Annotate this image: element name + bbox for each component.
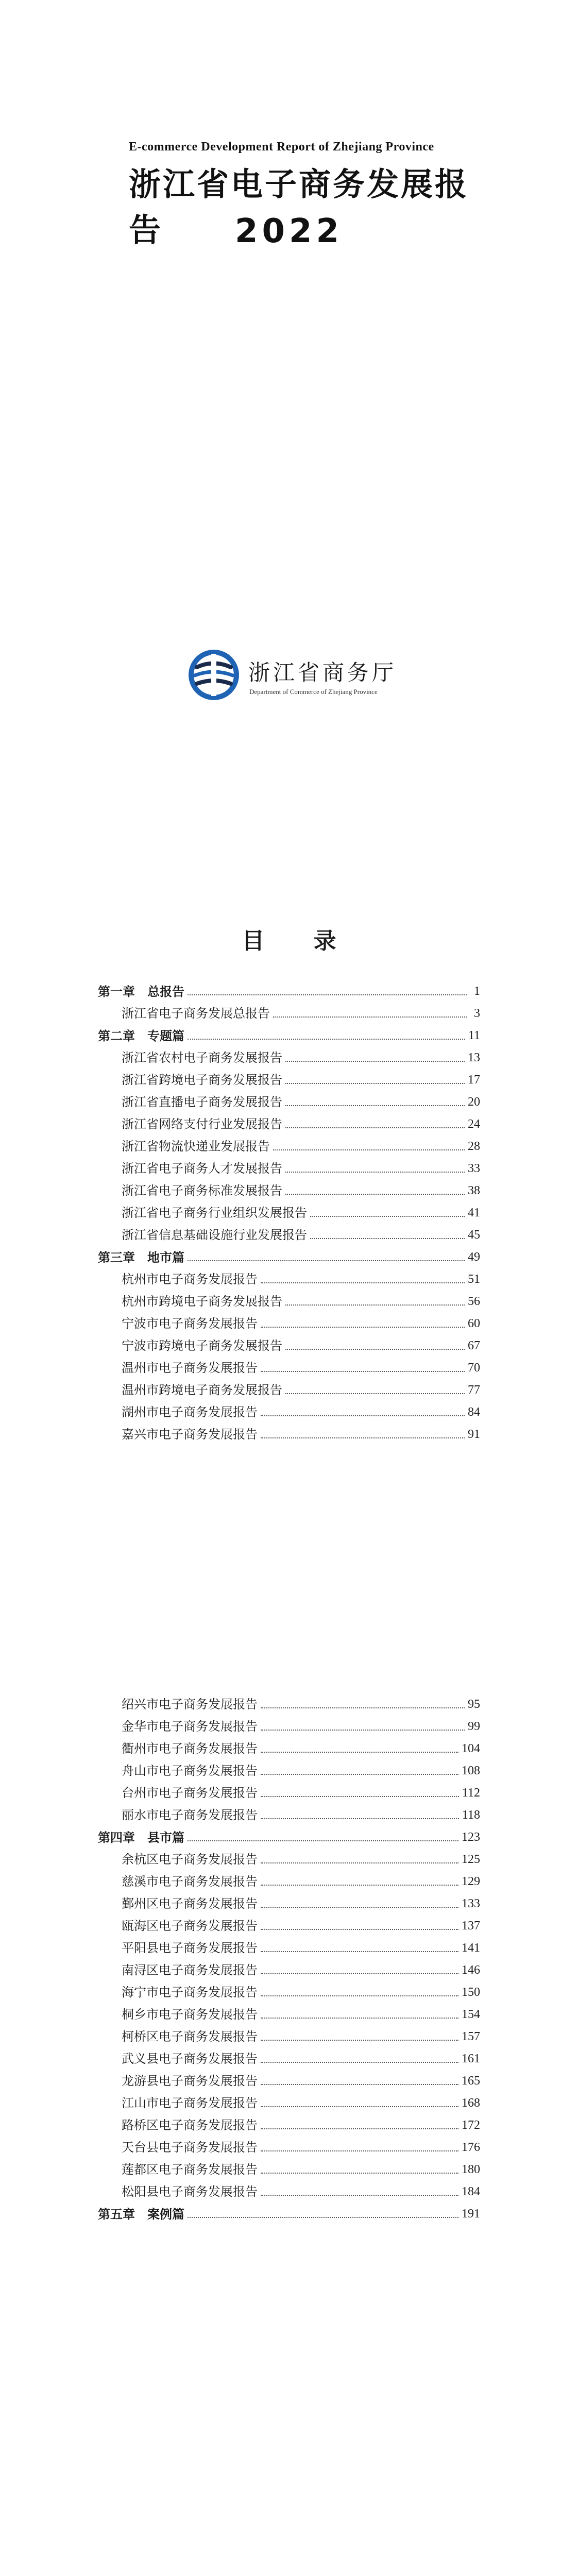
toc-chapter-row[interactable] [98,2203,480,2225]
toc-chapter-row[interactable] [98,1826,480,1849]
cover-year: 2022 [234,212,344,250]
toc-leader-dots [261,2128,458,2129]
toc-page-number: 28 [468,1140,480,1153]
toc-leader-dots [261,1862,458,1863]
toc-entry-row[interactable] [98,2070,480,2092]
toc-leader-dots [261,1973,458,1974]
toc-page-number: 172 [462,2119,480,2132]
toc-label: 平阳县电子商务发展报告 [122,1941,258,1955]
toc-label: 宁波市跨境电子商务发展报告 [122,1338,282,1353]
toc-page-number: 24 [468,1117,480,1131]
toc-page-number: 84 [468,1405,480,1419]
toc-entry-row[interactable] [98,1357,480,1379]
toc-page-number: 13 [468,1051,480,1064]
toc-label: 杭州市跨境电子商务发展报告 [122,1294,282,1309]
toc-entry-row[interactable] [98,2114,480,2137]
toc-page-number: 165 [462,2074,480,2088]
toc-section-2 [98,1693,480,2225]
toc-page-number: 108 [462,1764,480,1777]
department-name-en: Department of Commerce of Zhejiang Province [249,688,378,696]
toc-page-number: 49 [468,1250,480,1264]
toc-page-number: 11 [468,1029,480,1042]
toc-entry-row[interactable] [98,1202,480,1224]
toc-label: 第二章 专题篇 [98,1028,184,1043]
toc-page-number: 191 [462,2207,480,2221]
toc-entry-row[interactable] [98,1047,480,1069]
toc-page-number: 3 [474,1007,480,1020]
toc-page-number: 1 [474,985,480,998]
toc-leader-dots [261,2173,458,2174]
toc-leader-dots [261,1707,465,1708]
toc-entry-row[interactable] [98,2181,480,2203]
toc-page-number: 133 [462,1897,480,1910]
toc-entry-row[interactable] [98,2092,480,2114]
toc-page-number: 180 [462,2163,480,2176]
toc-leader-dots [261,1907,458,1908]
toc-page-number: 91 [468,1428,480,1441]
toc-leader-dots [261,1818,459,1819]
toc-page-number: 141 [462,1941,480,1955]
toc-label: 绍兴市电子商务发展报告 [122,1697,258,1711]
toc-leader-dots [285,1393,465,1394]
toc-page-number: 129 [462,1875,480,1888]
toc-entry-row[interactable] [98,1069,480,1091]
toc-entry-row[interactable] [98,1291,480,1313]
toc-leader-dots [273,1149,465,1150]
toc-entry-row[interactable] [98,1871,480,1893]
toc-page-number: 95 [468,1698,480,1711]
toc-page-number: 17 [468,1073,480,1087]
toc-entry-row[interactable] [98,1224,480,1246]
toc-page-number: 51 [468,1273,480,1286]
toc-leader-dots [261,1752,458,1753]
toc-entry-row[interactable] [98,1268,480,1291]
toc-leader-dots [261,1929,458,1930]
toc-page-number: 125 [462,1853,480,1866]
toc-label: 浙江省网络支付行业发展报告 [122,1117,282,1131]
toc-label: 松阳县电子商务发展报告 [122,2184,258,2199]
toc-entry-row[interactable] [98,1335,480,1357]
toc-label: 天台县电子商务发展报告 [122,2140,258,2155]
toc-label: 第五章 案例篇 [98,2207,184,2222]
toc-entry-row[interactable] [98,1937,480,1959]
toc-label: 龙游县电子商务发展报告 [122,2074,258,2088]
toc-label: 温州市跨境电子商务发展报告 [122,1383,282,1397]
toc-label: 宁波市电子商务发展报告 [122,1316,258,1331]
cover-title-en: E-commerce Development Report of Zhejiang Province [129,140,434,154]
toc-page-number: 77 [468,1383,480,1397]
toc-entry-row[interactable] [98,1981,480,2004]
toc-label: 浙江省电子商务发展总报告 [122,1006,270,1021]
toc-leader-dots [261,1437,465,1438]
department-name-cn: 浙江省商务厅 [248,660,397,685]
toc-label: 第四章 县市篇 [98,1830,184,1845]
toc-label: 浙江省直播电子商务发展报告 [122,1095,282,1109]
toc-leader-dots [285,1194,465,1195]
toc-leader-dots [285,1172,465,1173]
toc-label: 慈溪市电子商务发展报告 [122,1874,258,1889]
toc-leader-dots [285,1083,465,1084]
toc-page-number: 118 [462,1808,480,1822]
toc-label: 台州市电子商务发展报告 [122,1786,258,1800]
toc-page-number: 99 [468,1720,480,1733]
toc-entry-row[interactable] [98,1738,480,1760]
toc-leader-dots [285,1127,465,1128]
toc-leader-dots [261,1774,458,1775]
toc-leader-dots [188,2217,458,2218]
toc-label: 嘉兴市电子商务发展报告 [122,1427,258,1442]
toc-entry-row[interactable] [98,1849,480,1871]
toc-page-number: 154 [462,2008,480,2021]
toc-label: 浙江省信息基础设施行业发展报告 [122,1228,307,1242]
toc-page-number: 67 [468,1339,480,1352]
toc-leader-dots [261,2040,458,2041]
toc-page-number: 157 [462,2030,480,2043]
toc-entry-row[interactable] [98,1313,480,1335]
toc-label: 浙江省电子商务标准发展报告 [122,1183,282,1198]
toc-leader-dots [261,1995,458,1996]
toc-page-number: 161 [462,2052,480,2065]
toc-entry-row[interactable] [98,1091,480,1113]
toc-leader-dots [261,2195,458,2196]
toc-page-number: 168 [462,2096,480,2110]
toc-label: 瓯海区电子商务发展报告 [122,1919,258,1933]
toc-leader-dots [310,1238,465,1239]
toc-label: 舟山市电子商务发展报告 [122,1764,258,1778]
toc-entry-row[interactable] [98,1180,480,1202]
toc-chapter-row[interactable] [98,1246,480,1268]
toc-entry-row[interactable] [98,1915,480,1937]
toc-label: 武义县电子商务发展报告 [122,2052,258,2066]
toc-leader-dots [261,1327,465,1328]
toc-leader-dots [261,2106,458,2107]
toc-leader-dots [261,2062,458,2063]
toc-label: 江山市电子商务发展报告 [122,2096,258,2110]
toc-leader-dots [273,1016,467,1018]
department-logo [185,647,422,708]
toc-label: 杭州市电子商务发展报告 [122,1272,258,1286]
department-emblem-icon [185,647,242,703]
toc-leader-dots [285,1105,465,1106]
toc-entry-row[interactable] [98,1379,480,1401]
toc-entry-row[interactable] [98,1113,480,1136]
toc-label: 余杭区电子商务发展报告 [122,1852,258,1867]
toc-page-number: 60 [468,1317,480,1330]
toc-page-number: 38 [468,1184,480,1197]
toc-page-number: 176 [462,2141,480,2154]
toc-leader-dots [261,2084,458,2085]
toc-entry-row[interactable] [98,2048,480,2070]
toc-page-number: 45 [468,1228,480,1242]
toc-page-number: 112 [462,1786,480,1800]
toc-leader-dots [285,1304,465,1306]
toc-page-number: 104 [462,1742,480,1755]
toc-leader-dots [261,1730,465,1731]
toc-label: 柯桥区电子商务发展报告 [122,2029,258,2044]
toc-entry-row[interactable] [98,1893,480,1915]
toc-leader-dots [261,1796,459,1797]
toc-leader-dots [188,1840,458,1841]
toc-label: 衢州市电子商务发展报告 [122,1741,258,1756]
toc-entry-row[interactable] [98,2159,480,2181]
toc-label: 浙江省农村电子商务发展报告 [122,1050,282,1065]
toc-page-number: 184 [462,2185,480,2198]
toc-page-number: 41 [468,1206,480,1219]
toc-title: 目 录 [242,928,357,954]
toc-entry-row[interactable] [98,1423,480,1446]
toc-entry-row[interactable] [98,1782,480,1804]
toc-chapter-row[interactable] [98,980,480,1003]
toc-page-number: 146 [462,1963,480,1977]
toc-label: 丽水市电子商务发展报告 [122,1808,258,1822]
toc-entry-row[interactable] [98,1158,480,1180]
toc-leader-dots [188,994,467,995]
toc-label: 浙江省跨境电子商务发展报告 [122,1073,282,1087]
toc-label: 湖州市电子商务发展报告 [122,1405,258,1419]
toc-leader-dots [261,1415,465,1416]
toc-label: 莲都区电子商务发展报告 [122,2162,258,2177]
toc-leader-dots [261,1282,465,1283]
toc-entry-row[interactable] [98,2026,480,2048]
toc-page-number: 33 [468,1162,480,1175]
toc-label: 第一章 总报告 [98,984,184,999]
toc-leader-dots [261,2018,458,2019]
toc-entry-row[interactable] [98,1760,480,1782]
toc-page-number: 70 [468,1361,480,1375]
toc-entry-row[interactable] [98,1959,480,1981]
toc-leader-dots [261,2150,458,2151]
toc-label: 金华市电子商务发展报告 [122,1719,258,1734]
toc-section-1 [98,980,480,1446]
toc-label: 温州市电子商务发展报告 [122,1361,258,1375]
toc-entry-row[interactable] [98,1003,480,1025]
toc-entry-row[interactable] [98,2004,480,2026]
toc-label: 桐乡市电子商务发展报告 [122,2007,258,2022]
toc-label: 浙江省物流快递业发展报告 [122,1139,270,1154]
toc-leader-dots [188,1260,465,1261]
toc-entry-row[interactable] [98,1804,480,1826]
toc-entry-row[interactable] [98,1401,480,1423]
toc-entry-row[interactable] [98,2137,480,2159]
toc-page-number: 56 [468,1295,480,1308]
toc-entry-row[interactable] [98,1693,480,1716]
toc-label: 鄞州区电子商务发展报告 [122,1896,258,1911]
toc-leader-dots [310,1216,465,1217]
toc-label: 海宁市电子商务发展报告 [122,1985,258,1999]
toc-page-number: 123 [462,1831,480,1844]
toc-label: 浙江省电子商务人才发展报告 [122,1161,282,1176]
toc-page-number: 150 [462,1986,480,1999]
toc-label: 第三章 地市篇 [98,1250,184,1265]
toc-label: 浙江省电子商务行业组织发展报告 [122,1206,307,1220]
toc-leader-dots [261,1951,458,1952]
toc-leader-dots [285,1061,465,1062]
toc-leader-dots [285,1349,465,1350]
toc-leader-dots [188,1039,465,1040]
toc-label: 南浔区电子商务发展报告 [122,1963,258,1977]
toc-label: 路桥区电子商务发展报告 [122,2118,258,2132]
toc-leader-dots [261,1885,458,1886]
toc-entry-row[interactable] [98,1136,480,1158]
toc-page-number: 20 [468,1095,480,1109]
toc-leader-dots [261,1371,465,1372]
cover-title-cn: 浙江省电子商务发展报告 [129,165,469,249]
toc-chapter-row[interactable] [98,1025,480,1047]
toc-page-number: 137 [462,1919,480,1933]
toc-entry-row[interactable] [98,1716,480,1738]
